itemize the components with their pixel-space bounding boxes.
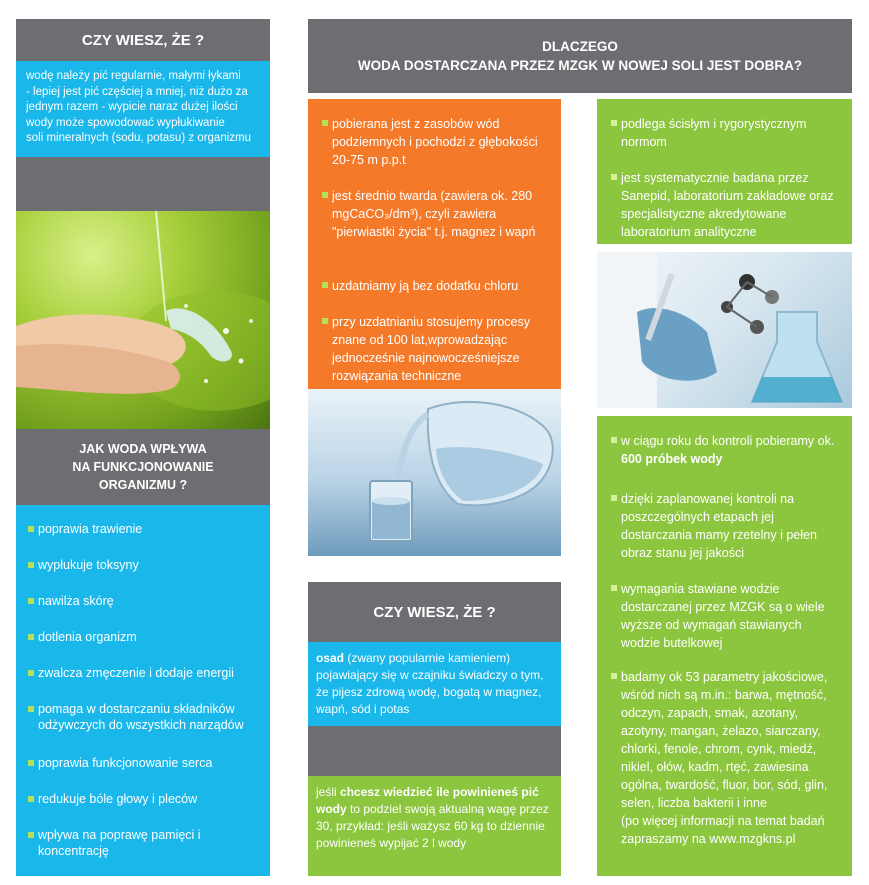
why-header: [308, 19, 852, 93]
osad-text: (zwany popularnie kamieniem) pojawiający się w czajniku świadczy o tym, że pijesz zdrową wodę, bogatą w magnez, wapń, sód i potas: [316, 651, 544, 716]
list-item: [28, 557, 262, 593]
item-text: wymagania stawiane wodzie dostarczanej przez MZGK są o wiele wyższe od wymagań stawianych wodzie butelkowej: [621, 582, 825, 650]
list-item: [611, 580, 844, 668]
bullet-icon: [611, 120, 617, 126]
bullet-icon: [611, 585, 617, 591]
text-line: jednym razem - wypicie naraz dużej ilości: [26, 101, 238, 113]
pitcher-glass-photo: [308, 389, 561, 556]
list-item: [28, 791, 262, 827]
left-did-you-know-header: [16, 19, 270, 61]
bullet-icon: [611, 437, 617, 443]
item-note: (po więcej informacji na temat badań zapraszamy na www.mzgkns.pl: [621, 814, 825, 846]
bullet-icon: [322, 192, 328, 198]
bullet-icon: [28, 526, 34, 532]
hands-water-photo: [16, 211, 270, 429]
bullet-icon: [28, 760, 34, 766]
item-text: dotlenia organizm: [38, 630, 137, 644]
bullet-icon: [611, 495, 617, 501]
item-text: przy uzdatnianiu stosujemy procesy znane od 100 lat,wprowadzając jednocześnie najnowocześniejsze rozwiązania techniczne: [332, 315, 531, 383]
list-item: [611, 169, 844, 241]
why-title-line1: DLACZEGO: [542, 39, 618, 54]
item-text-part: badamy ok 53 parametry jakościowe, wśród nich są m.in.: barwa, mętność, odczyn, zapach, smak, azotany, azotyny, mangan, żelazo, siarczany, chlorki, fenole, chrom, cynk, miedź, nikiel, ołów, kadm, rtęć, zawiesina ogólna, twardość, fluor, bor, sód, glin, selen, liczba bakterii i inne: [621, 670, 828, 810]
bullet-icon: [322, 120, 328, 126]
item-text: [621, 432, 844, 468]
orange-info-box: [308, 99, 561, 389]
text-line: wody może spowodować wypłukiwanie: [26, 116, 225, 129]
effects-title-line: JAK WODA WPŁYWA: [79, 442, 207, 456]
list-item: [28, 521, 262, 557]
item-text: wpływa na poprawę pamięci i koncentrację: [38, 828, 201, 858]
item-text: poprawia trawienie: [38, 522, 143, 536]
lab-illustration: [597, 252, 852, 408]
tip-text: jeśli: [316, 785, 341, 799]
item-text: uzdatniamy ją bez dodatku chloru: [332, 279, 519, 293]
item-text: pomaga w dostarczaniu składników odżywczych do wszystkich narządów: [38, 702, 244, 732]
left-did-you-know-body: [16, 61, 270, 157]
list-item: [611, 668, 844, 848]
center-did-you-know-body: [308, 642, 561, 726]
center-did-you-know-title: CZY WIESZ, ŻE ?: [373, 603, 496, 621]
laboratory-photo: [597, 252, 852, 408]
item-text: [621, 668, 844, 848]
item-text-part: w ciągu roku do kontroli pobieramy ok.: [621, 434, 835, 448]
water-tip-box: [308, 776, 561, 876]
bullet-icon: [28, 634, 34, 640]
item-text: jest systematycznie badana przez Sanepid, laboratorium zakładowe oraz specjalistyczne akredytowane laboratorium analityczne: [621, 171, 834, 239]
left-did-you-know-title: CZY WIESZ, ŻE ?: [81, 31, 205, 49]
list-item: [28, 755, 262, 791]
bullet-icon: [28, 796, 34, 802]
effects-title-line: ORGANIZMU ?: [98, 478, 188, 492]
item-text: pobierana jest z zasobów wód podziemnych i pochodzi z głębokości 20-75 m p.p.t: [332, 117, 538, 167]
list-item: [611, 115, 844, 169]
list-item: [611, 490, 844, 580]
bullet-icon: [28, 562, 34, 568]
item-text: dzięki zaplanowanej kontroli na poszczególnych etapach jej dostarczania mamy rzetelny i pełen obraz stanu jej jakości: [621, 492, 817, 560]
hands-illustration: [16, 211, 270, 429]
pitcher-illustration: [308, 389, 561, 556]
tip-text: to podziel swoją aktualną wagę przez 30, przykład: jeśli ważysz 60 kg to dziennie powinieneś wypijać 2 l wody: [316, 802, 549, 850]
bullet-icon: [28, 832, 34, 838]
effects-header: [16, 429, 270, 505]
bullet-icon: [611, 174, 617, 180]
tip-bold: chcesz wiedzieć ile powinieneś pić wody: [316, 785, 539, 816]
item-text: podlega ścisłym i rygorystycznym normom: [621, 117, 807, 149]
bullet-icon: [322, 318, 328, 324]
item-text: zwalcza zmęczenie i dodaje energii: [38, 666, 234, 680]
item-text: jest średnio twarda (zawiera ok. 280 mgCaCO₃/dm³), czyli zawiera "pierwiastki życia" t.j. magnez i wapń: [332, 189, 536, 239]
item-text: wypłukuje toksyny: [38, 558, 139, 572]
center-did-you-know-header: [308, 582, 561, 642]
list-item: [322, 115, 553, 187]
text-line: - lepiej jest pić częściej a mniej, niż dużo za: [26, 85, 248, 98]
bullet-icon: [28, 706, 34, 712]
list-item: [322, 277, 553, 313]
item-text: redukuje bóle głowy i pleców: [38, 792, 198, 806]
effects-title-line: NA FUNKCJONOWANIE: [72, 460, 214, 474]
bullet-icon: [322, 282, 328, 288]
list-item: [28, 593, 262, 629]
item-text: nawilża skórę: [38, 594, 114, 608]
text-line: soli mineralnych (sodu, potasu) z organizmu: [26, 132, 251, 144]
osad-bold: osad: [316, 651, 345, 665]
bullet-icon: [28, 598, 34, 604]
text-line: wodę należy pić regularnie, małymi łykami: [26, 70, 241, 82]
list-item: [322, 313, 553, 385]
left-gray-spacer: [16, 157, 270, 211]
list-item: [322, 187, 553, 277]
why-title-line2: WODA DOSTARCZANA PRZEZ MZGK W NOWEJ SOLI JEST DOBRA?: [357, 58, 803, 73]
list-item: [28, 827, 262, 863]
green-top-box: [597, 99, 852, 244]
item-text: poprawia funkcjonowanie serca: [38, 756, 213, 770]
bullet-icon: [28, 670, 34, 676]
item-text-bold: 600 próbek wody: [621, 452, 723, 466]
effects-list: [16, 505, 270, 876]
bullet-icon: [611, 673, 617, 679]
list-item: [28, 701, 262, 755]
list-item: [611, 432, 844, 490]
green-bottom-box: [597, 416, 852, 876]
center-gray-spacer: [308, 726, 561, 776]
list-item: [28, 665, 262, 701]
list-item: [28, 629, 262, 665]
